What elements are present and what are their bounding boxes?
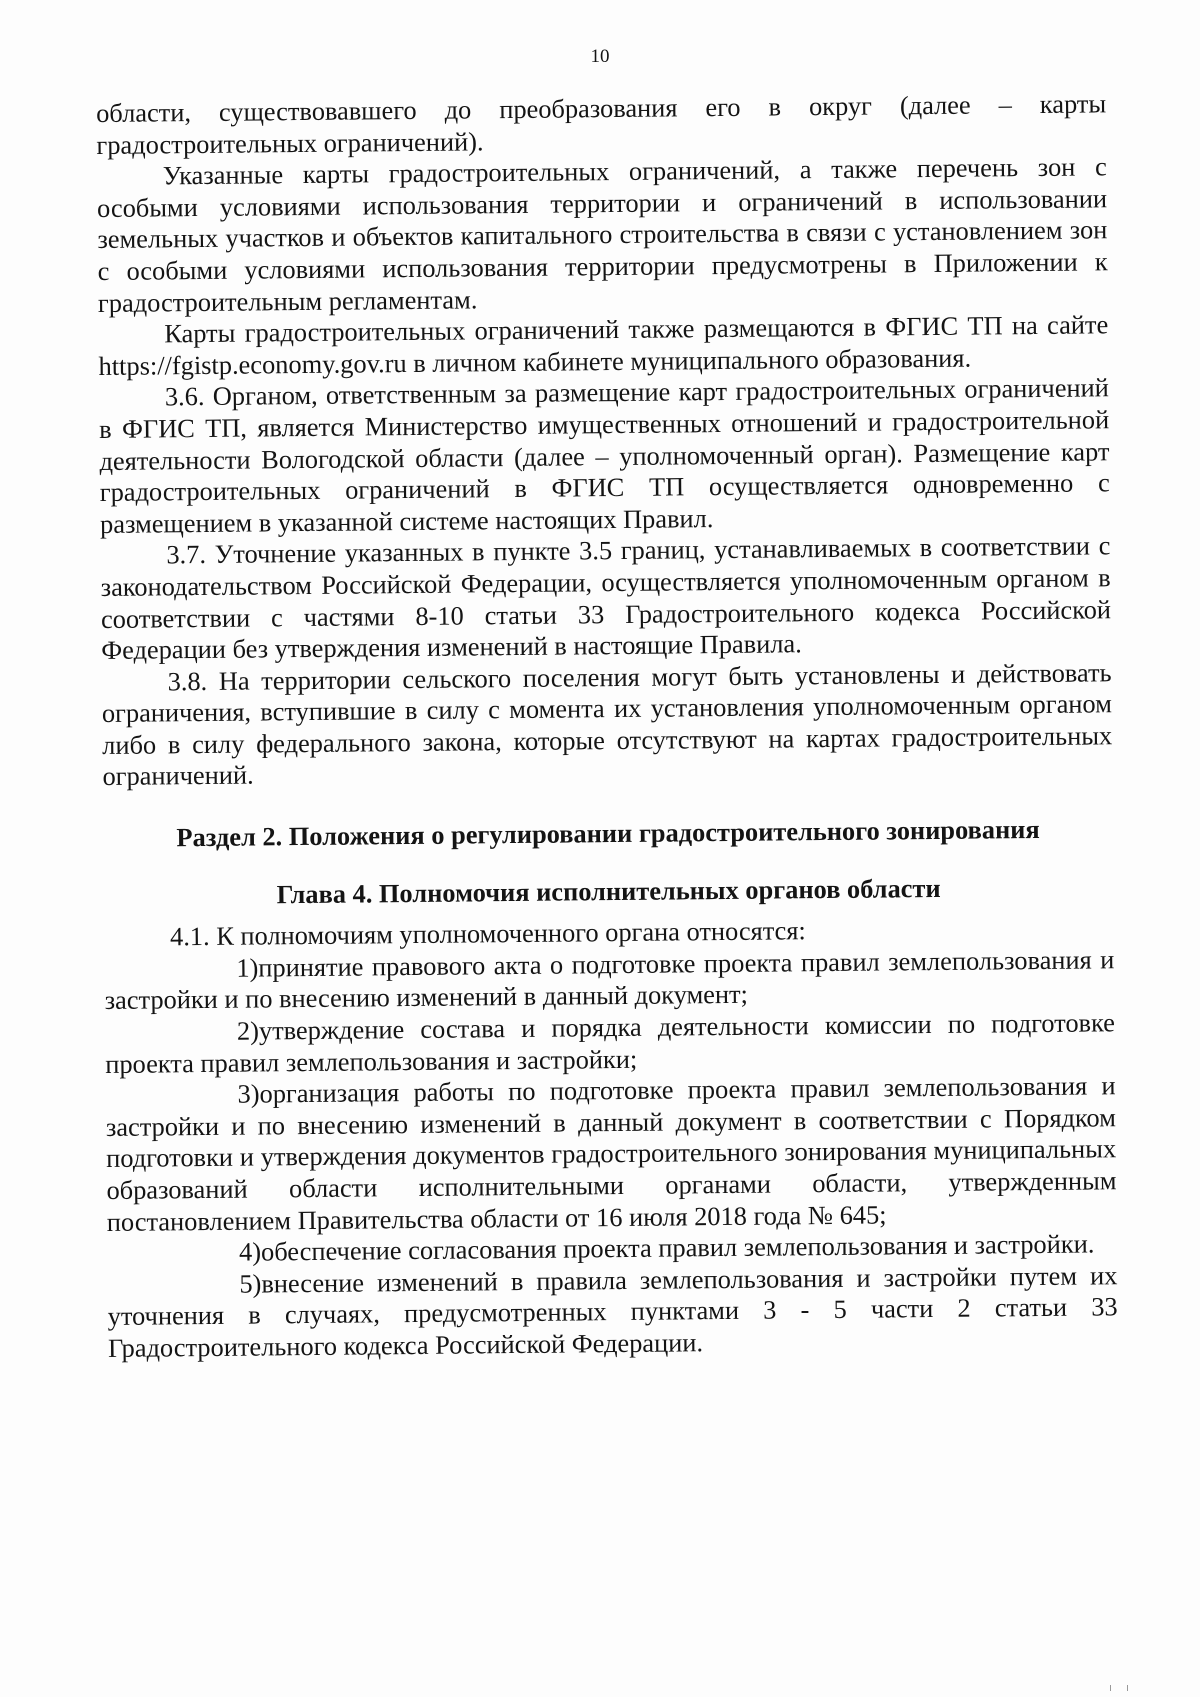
list-item-number: 3) xyxy=(237,1078,260,1109)
clause-4-1-intro: 4.1. К полномочиям уполномоченного органа относятся: xyxy=(169,915,806,952)
list-item-number: 1) xyxy=(236,952,259,983)
clause-3-7: 3.7. Уточнение указанных в пункте 3.5 границ, устанавливаемых в соответствии с законодательством Российской Федерации, осуществляется уполномоченным органом в соответствии с частями 8-10 статьи 33 Градостроительного кодекса Российской Федерации без утверждения изменений в настоящие Правила. xyxy=(100,530,1112,666)
list-item-text: внесение изменений в правила землепользования и застройки путем их уточнения в случаях, предусмотренных пунктами 3 - 5 части 2 статьи 33 Градостроительного кодекса Российской Федерации. xyxy=(107,1260,1118,1363)
list-item xyxy=(105,1070,1116,1238)
scan-mark xyxy=(1110,1685,1128,1691)
paragraph-maps-fgis: Карты градостроительных ограничений также размещаются в ФГИС ТП на сайте https://fgistp.economy.gov.ru в личном кабинете муниципального образования. xyxy=(98,309,1109,381)
list-item-text: утверждение состава и порядка деятельности комиссии по подготовке проекта правил землепользования и застройки; xyxy=(105,1007,1116,1079)
document-body xyxy=(96,88,1118,1364)
list-item-number: 4) xyxy=(238,1236,262,1267)
paragraph-maps-list: Указанные карты градостроительных ограничений, а также перечень зон с особыми условиями использования территории и ограничений в использовании земельных участков и объектов капитального строительства в связи с установлением зон с особыми условиями использования территории предусмотрены в Приложении к градостроительным регламентам. xyxy=(96,151,1108,318)
list-item-text: обеспечение согласования проекта правил землепользования и застройки. xyxy=(260,1228,1095,1267)
list-item-text: принятие правового акта о подготовке проекта правил землепользования и застройки и по внесению изменений в данный документ; xyxy=(104,944,1115,1016)
list-item-number: 2) xyxy=(236,1015,260,1046)
clause-3-6: 3.6. Органом, ответственным за размещение карт градостроительных ограничений в ФГИС ТП, является Министерство имущественных отношений и градостроительной деятельности Вологодской области (далее – уполномоченный орган). Размещение карт градостроительных ограничений в ФГИС ТП осуществляется одновременно с размещением в указанной системе настоящих Правил. xyxy=(99,372,1110,539)
page-number: 10 xyxy=(590,46,610,67)
list-item xyxy=(104,944,1115,1017)
clause-3-8: 3.8. На территории сельского поселения могут быть установлены и действовать ограничения, вступившие в силу с момента их установления уполномоченным органом либо в силу федерального закона, которые отсутствуют на картах градостроительных ограничений. xyxy=(101,656,1113,792)
list-item-number: 5) xyxy=(239,1268,262,1299)
list-item xyxy=(105,1007,1116,1080)
chapter-title: Глава 4. Полномочия исполнительных органов области xyxy=(276,872,941,909)
list-item xyxy=(107,1260,1118,1364)
list-item-text: организация работы по подготовке проекта правил землепользования и застройки и по внесению изменений в данный документ в соответствии с Порядком подготовки и утверждения документов градостроительного зонирования муниципальных образований области исполнительными органами области, утвержденным постановлением Правительства области от 16 июля 2018 года № 645; xyxy=(105,1070,1117,1237)
section-title: Раздел 2. Положения о регулировании градостроительного зонирования xyxy=(176,814,1040,853)
paragraph-continuation: области, существовавшего до преобразования его в округ (далее – карты градостроительных ограничений). xyxy=(96,88,1107,160)
